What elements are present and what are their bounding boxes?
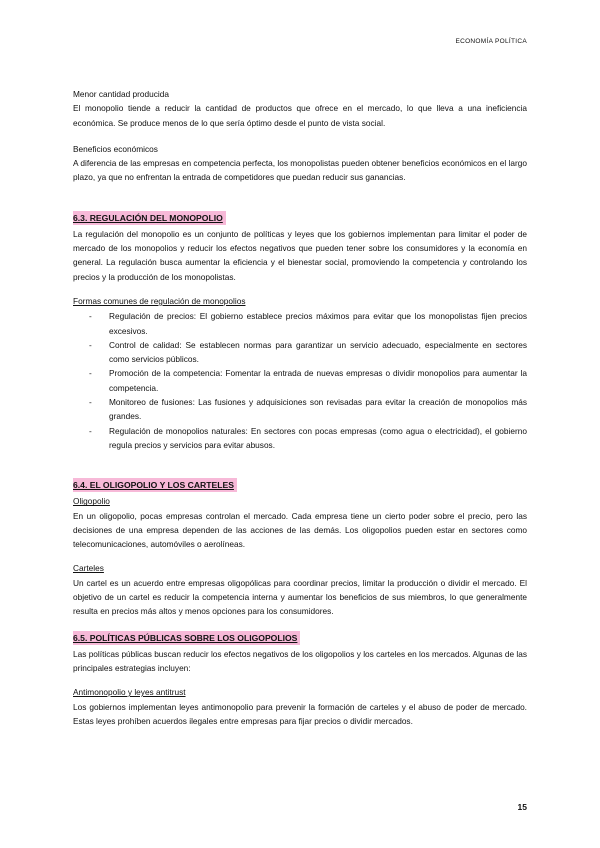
beneficios-title: Beneficios económicos bbox=[73, 143, 158, 154]
section-heading-6-3: 6.3. REGULACIÓN DEL MONOPOLIO bbox=[73, 211, 226, 225]
carteles-text: Un cartel es un acuerdo entre empresas oligopólicas para coordinar precios, limitar la producción o dividir el mercado. El objetivo de un cartel es reducir la competencia interna y aumentar los beneficios de sus miembros, lo que generalmente resulta en precios más altos y menos opciones para los consumidores. bbox=[73, 577, 527, 617]
section-heading-6-5: 6.5. POLÍTICAS PÚBLICAS SOBRE LOS OLIGOPOLIOS bbox=[73, 631, 300, 645]
list-item: - Monitoreo de fusiones: Las fusiones y adquisiciones son revisadas para evitar la creación de monopolios más grandes. bbox=[109, 395, 527, 424]
list-item: - Regulación de precios: El gobierno establece precios máximos para evitar que los monopolistas fijen precios excesivos. bbox=[109, 309, 527, 338]
formas-regulacion-title: Formas comunes de regulación de monopolios bbox=[73, 295, 246, 306]
list-item: - Regulación de monopolios naturales: En sectores con pocas empresas (como agua o electricidad), el gobierno regula precios y servicios para evitar abusos. bbox=[109, 424, 527, 453]
antimonopolio-text: Los gobiernos implementan leyes antimonopolio para prevenir la formación de carteles y el abuso de poder de mercado. Estas leyes prohíben acuerdos ilegales entre empresas para fijar precios o dividir mercados. bbox=[73, 701, 527, 726]
oligopolio-title: Oligopolio bbox=[73, 496, 110, 507]
regulacion-list bbox=[73, 309, 527, 452]
section-heading-6-4: 6.4. EL OLIGOPOLIO Y LOS CARTELES bbox=[73, 478, 237, 492]
oligopolio-text: En un oligopolio, pocas empresas controlan el mercado. Cada empresa tiene un cierto poder sobre el precio, pero las decisiones de una empresa dependen de las acciones de las demás. Los oligopolios pueden estar en sectores como telecomunicaciones, automóviles o aerolíneas. bbox=[73, 510, 527, 550]
regulacion-intro: La regulación del monopolio es un conjunto de políticas y leyes que los gobiernos implementan para limitar el poder de mercado de los monopolios y reducir los efectos negativos que pueden tener sobre los consumidores y la economía en general. La regulación busca aumentar la eficiencia y el bienestar social, promoviendo la competencia y controlando los precios y la producción de los monopolistas. bbox=[73, 228, 527, 282]
page-content bbox=[73, 87, 527, 728]
carteles-title: Carteles bbox=[73, 563, 104, 574]
running-header: ECONOMÍA POLÍTICA bbox=[455, 38, 527, 45]
politicas-intro: Las políticas públicas buscan reducir los efectos negativos de los oligopolios y los carteles en los mercados. Algunas de las principales estrategias incluyen: bbox=[73, 648, 527, 673]
list-item: - Control de calidad: Se establecen normas para garantizar un servicio adecuado, especialmente en sectores como servicios públicos. bbox=[109, 338, 527, 367]
menor-cantidad-title: Menor cantidad producida bbox=[73, 89, 169, 99]
antimonopolio-title: Antimonopolio y leyes antitrust bbox=[73, 687, 186, 698]
page-number: 15 bbox=[517, 802, 527, 812]
list-item: - Promoción de la competencia: Fomentar la entrada de nuevas empresas o dividir monopolios para aumentar la competencia. bbox=[109, 366, 527, 395]
menor-cantidad-text: El monopolio tiende a reducir la cantidad de productos que ofrece en el mercado, lo que lleva a una ineficiencia económica. Se produce menos de lo que sería óptimo desde el punto de vista social. bbox=[73, 103, 527, 128]
beneficios-text: A diferencia de las empresas en competencia perfecta, los monopolistas pueden obtener beneficios económicos en el largo plazo, ya que no enfrentan la entrada de competidores que puedan reducir sus ganancias. bbox=[73, 158, 527, 183]
